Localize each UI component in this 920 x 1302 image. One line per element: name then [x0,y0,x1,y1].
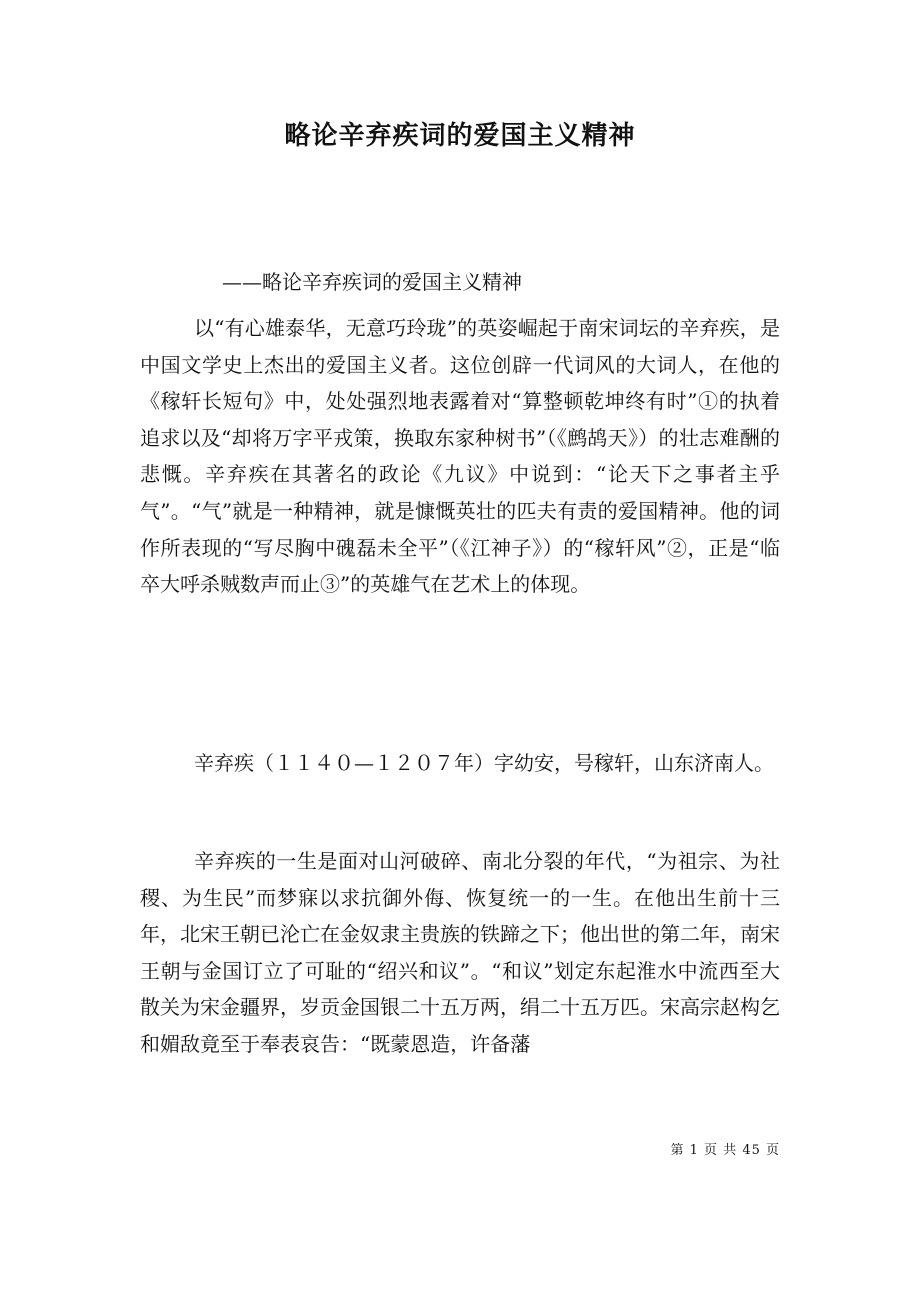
paragraph-1: 以“有心雄泰华，无意巧玲珑”的英姿崛起于南宋词坛的辛弃疾，是中国文学史上杰出的爱国主义者。这位创辟一代词风的大词人，在他的《稼轩长短句》中，处处强烈地表露着对“算整顿乾坤终有时”①的执着追求以及“却将万字平戎策，换取东家种树书”（《鹧鸪天》）的壮志难酬的悲慨。辛弃疾在其著名的政论《九议》中说到：“论天下之事者主乎气”。“气”就是一种精神，就是慷慨英壮的匹夫有责的爱国精神。他的词作所表现的“写尽胸中磈磊未全平”（《江神子》）的“稼轩风”②，正是“临卒大呼杀贼数声而止③”的英雄气在艺术上的体现。 [140,316,780,597]
paragraph-3: 辛弃疾的一生是面对山河破碎、南北分裂的年代，“为祖宗、为社稷、为生民”而梦寐以求抗御外侮、恢复统一的一生。在他出生前十三年，北宋王朝已沦亡在金奴隶主贵族的铁蹄之下；他出世的第二年，南宋王朝与金国订立了可耻的“绍兴和议”。“和议”划定东起淮水中流西至大散关为宋金疆界，岁贡金国银二十五万两，绢二十五万匹。宋高宗赵构乞和媚敌竟至于奉表哀告：“既蒙恩造，许备藩 [140,849,780,1056]
subtitle: ——略论辛弃疾词的爱国主义精神 [222,270,522,294]
page-number-footer: 第 1 页 共 45 页 [670,1143,780,1158]
paragraph-2: 辛弃疾（１１４０—１２０７年）字幼安，号稼轩，山东济南人。 [194,751,774,775]
page-title: 略论辛弃疾词的爱国主义精神 [284,121,636,151]
